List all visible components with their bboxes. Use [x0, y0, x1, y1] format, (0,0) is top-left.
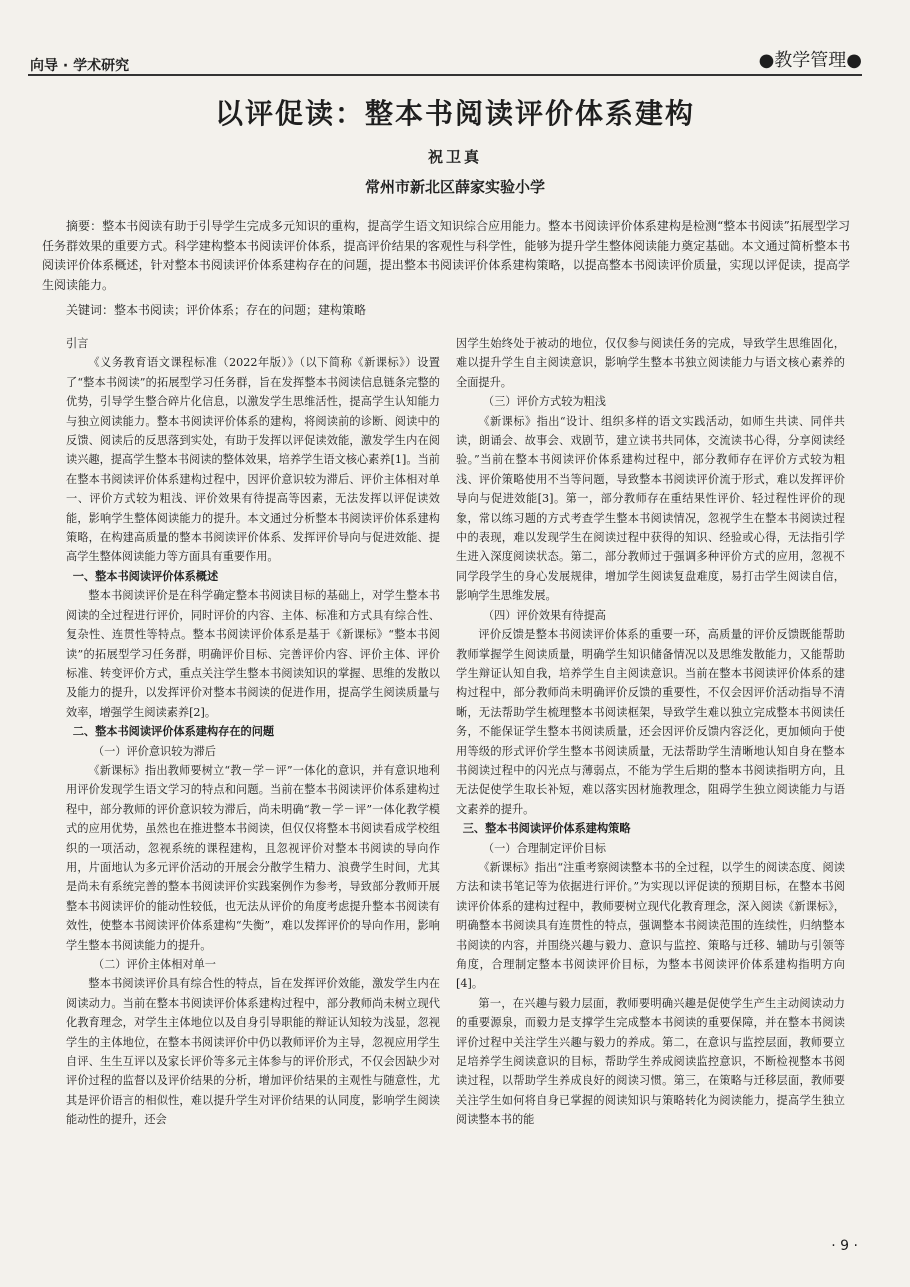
body-left-column	[66, 334, 440, 1189]
subsection-heading: （四）评价效果有待提高	[482, 608, 606, 622]
header-rule	[28, 74, 862, 76]
journal-section-label: 向导 · 学术研究	[30, 58, 130, 74]
subsection-heading: （二）评价主体相对单一	[92, 958, 216, 971]
article-author: 祝卫真	[427, 148, 482, 166]
column-category-label: ●教学管理●	[758, 50, 862, 71]
body-paragraph: 《新课标》指出教师要树立“教－学－评”一体化的意识，并有意识地利用评价发现学生语文学习的特点和问题。当前在整本书阅读评价体系建构过程中，部分教师的评价意识较为滞后，尚未明确“教－学－评”一体化教学模式的应用优势，虽然也在推进整本书阅读，但仅仅将整本书阅读看成学校组织的一项活动，忽视系统的课程建构，且忽视评价对整本书阅读的导向作用，片面地认为多元评价活动的开展会分散学生精力、浪费学生时间，尤其是尚未有系统完善的整本书阅读评价实践案例作为参考，导致部分教师开展整本书阅读评价的能动性较低，也无法从评价的角度考虑提升整本书阅读有效性，使整本书阅读评价体系建构“失衡”，难以发挥评价的导向作用，影响学生整本书阅读能力的提升。	[66, 763, 440, 952]
page-number: · 9 ·	[831, 1238, 858, 1254]
body-paragraph: 第一，在兴趣与毅力层面，教师要明确兴趣是促使学生产生主动阅读动力的重要源泉，而毅力是支撑学生完成整本书阅读的重要保障，并在整本书阅读评价过程中关注学生兴趣与毅力的养成。第二，在意识与监控层面，教师要立足培养学生阅读意识的目标，帮助学生养成阅读监控意识，不断检视整本书阅读过程，以帮助学生养成良好的阅读习惯。第三，在策略与迁移层面，教师要关注学生如何将自身已掌握的阅读知识与策略转化为阅读能力，提高学生独立阅读整本书的能	[456, 996, 845, 1127]
body-paragraph: 《新课标》指出“设计、组织多样的语文实践活动，如师生共读、同伴共读，朗诵会、故事会、戏剧节，建立读书共同体，交流读书心得，分享阅读经验。”当前在整本书阅读评价体系建构过程中，部分教师存在评价方式较为粗浅、评价策略使用不当等问题，导致整本书阅读评价流于形式，难以发挥评价导向与促进效能[3]。第一，部分教师存在重结果性评价、轻过程性评价的现象，常以练习题的方式考查学生整本书阅读情况，忽视学生在整本书阅读过程中的表现，难以发现学生在阅读过程中获得的知识、经验或心得，无法指引学生进入深度阅读状态。第二，部分教师过于强调多种评价方式的应用，忽视不同学段学生的身心发展规律，增加学生阅读复盘难度，易打击学生阅读自信，影响学生思维发展。	[456, 414, 845, 603]
article-title: 以评促读：整本书阅读评价体系建构	[214, 97, 695, 130]
author-affiliation: 常州市新北区薛家实验小学	[364, 178, 545, 196]
body-paragraph: 整本书阅读评价具有综合性的特点，旨在发挥评价效能，激发学生内在阅读动力。当前在整本书阅读评价体系建构过程中，部分教师尚未树立现代化教育理念，对学生主体地位以及自身引导职能的辩证认知较为浅显，忽视学生的主体地位，在整本书阅读评价中仍以教师评价为主导，忽视应用学生自评、生生互评以及家长评价等多元主体参与的评价形式，不仅会因缺少对评价过程的监督以及评价结果的分析，增加评价结果的主观性与随意性，尤其是评价语言的相似性，难以提升学生对评价结果的认同度，影响学生阅读能动性的提升，还会	[66, 977, 440, 1127]
section-heading: 一、整本书阅读评价体系概述	[72, 568, 219, 583]
subsection-heading: （一）评价意识较为滞后	[92, 744, 216, 758]
body-paragraph: 《义务教育语文课程标准（2022年版）》（以下简称《新课标》）设置了“整本书阅读”的拓展型学习任务群，旨在发挥整本书阅读信息链条完整的优势，引导学生整合碎片化信息，以激发学生思维活性，提高学生认知能力与独立阅读能力。整本书阅读评价体系的建构，将阅读前的诊断、阅读中的反馈、阅读后的反思落到实处，有助于发挥以评促读效能，激发学生内在阅读兴趣，提高学生整本书阅读的整体效果，培养学生语文核心素养[1]。当前在整本书阅读评价体系建构过程中，因评价意识较为滞后、评价主体相对单一、评价方式较为粗浅、评价效果有待提高等因素，无法发挥以评促读效能，影响学生整体阅读能力的提升。本文通过分析整本书阅读评价体系建构策略，在构建高质量的整本书阅读评价体系、发挥评价导向与促进效能、提高学生整体阅读能力等方面具有重要作用。	[66, 356, 440, 564]
body-paragraph: 因学生始终处于被动的地位，仅仅参与阅读任务的完成，导致学生思维固化，难以提升学生自主阅读意识，影响学生整本书独立阅读能力与语文核心素养的全面提升。	[456, 337, 845, 389]
section-heading: 引言	[66, 337, 89, 350]
subsection-heading: （一）合理制定评价目标	[482, 841, 606, 855]
article-keywords: 关键词：整本书阅读；评价体系；存在的问题；建构策略	[66, 303, 367, 317]
body-right-column	[456, 334, 845, 1264]
section-heading: 二、整本书阅读评价体系建构存在的问题	[72, 724, 275, 739]
body-paragraph: 评价反馈是整本书阅读评价体系的重要一环，高质量的评价反馈既能帮助教师掌握学生阅读质量，明确学生知识储备情况以及思维发散能力，又能帮助学生辩证认知自我，培养学生自主阅读意识。当前在整本书阅读评价体系的建构过程中，部分教师尚未明确评价反馈的重要性，不仅会因评价活动指导不清晰，无法帮助学生梳理整本书阅读框架，导致学生难以独立完成整本书阅读任务，不能保证学生整本书阅读质量，还会因评价反馈内容泛化，更加倾向于使用等级的形式评价学生整本书阅读质量，无法帮助学生清晰地认知自身在整本书阅读过程中的闪光点与薄弱点，不能为学生后期的整本书阅读指明方向，且无法促使学生取长补短，难以落实因材施教理念，阻碍学生独立阅读能力与语文素养的提升。	[456, 628, 845, 816]
body-paragraph: 整本书阅读评价是在科学确定整本书阅读目标的基础上，对学生整本书阅读的全过程进行评价，同时评价的内容、主体、标准和方式具有综合性、复杂性、连贯性等特点。整本书阅读评价体系是基于《新课标》“整本书阅读”的拓展型学习任务群，明确评价目标、完善评价内容、评价主体、评价标准、转变评价方式，重点关注学生整本书阅读知识的掌握、思维的发散以及能力的提升，以发挥评价对整本书阅读的促进作用，提高学生阅读质量与效率，增强学生阅读素养[2]。	[66, 589, 440, 719]
article-abstract: 摘要：整本书阅读有助于引导学生完成多元知识的重构，提高学生语文知识综合应用能力。整本书阅读评价体系建构是检测“整本书阅读”拓展型学习任务群效果的重要方式。科学建构整本书阅读评价体系，提高评价结果的客观性与科学性，能够为提升学生整体阅读能力奠定基础。本文通过简析整本书阅读评价体系概述，针对整本书阅读评价体系建构存在的问题，提出整本书阅读评价体系建构策略，以提高整本书阅读评价质量，实现以评促读，提高学生阅读能力。	[42, 219, 850, 292]
subsection-heading: （三）评价方式较为粗浅	[482, 395, 606, 409]
section-heading: 三、整本书阅读评价体系建构策略	[462, 821, 631, 836]
body-paragraph: 《新课标》指出“注重考察阅读整本书的全过程，以学生的阅读态度、阅读方法和读书笔记等为依据进行评价。”为实现以评促读的预期目标，在整本书阅读评价体系的建构过程中，教师要树立现代化教育理念，深入阅读《新课标》，明确整本书阅读具有连贯性的特点，强调整本书阅读范围的连续性，归纳整本书阅读的内容，并围绕兴趣与毅力、意识与监控、策略与迁移、辅助与引领等角度，合理制定整本书阅读评价目标，为整本书阅读评价体系建构指明方向[4]。	[456, 860, 845, 991]
